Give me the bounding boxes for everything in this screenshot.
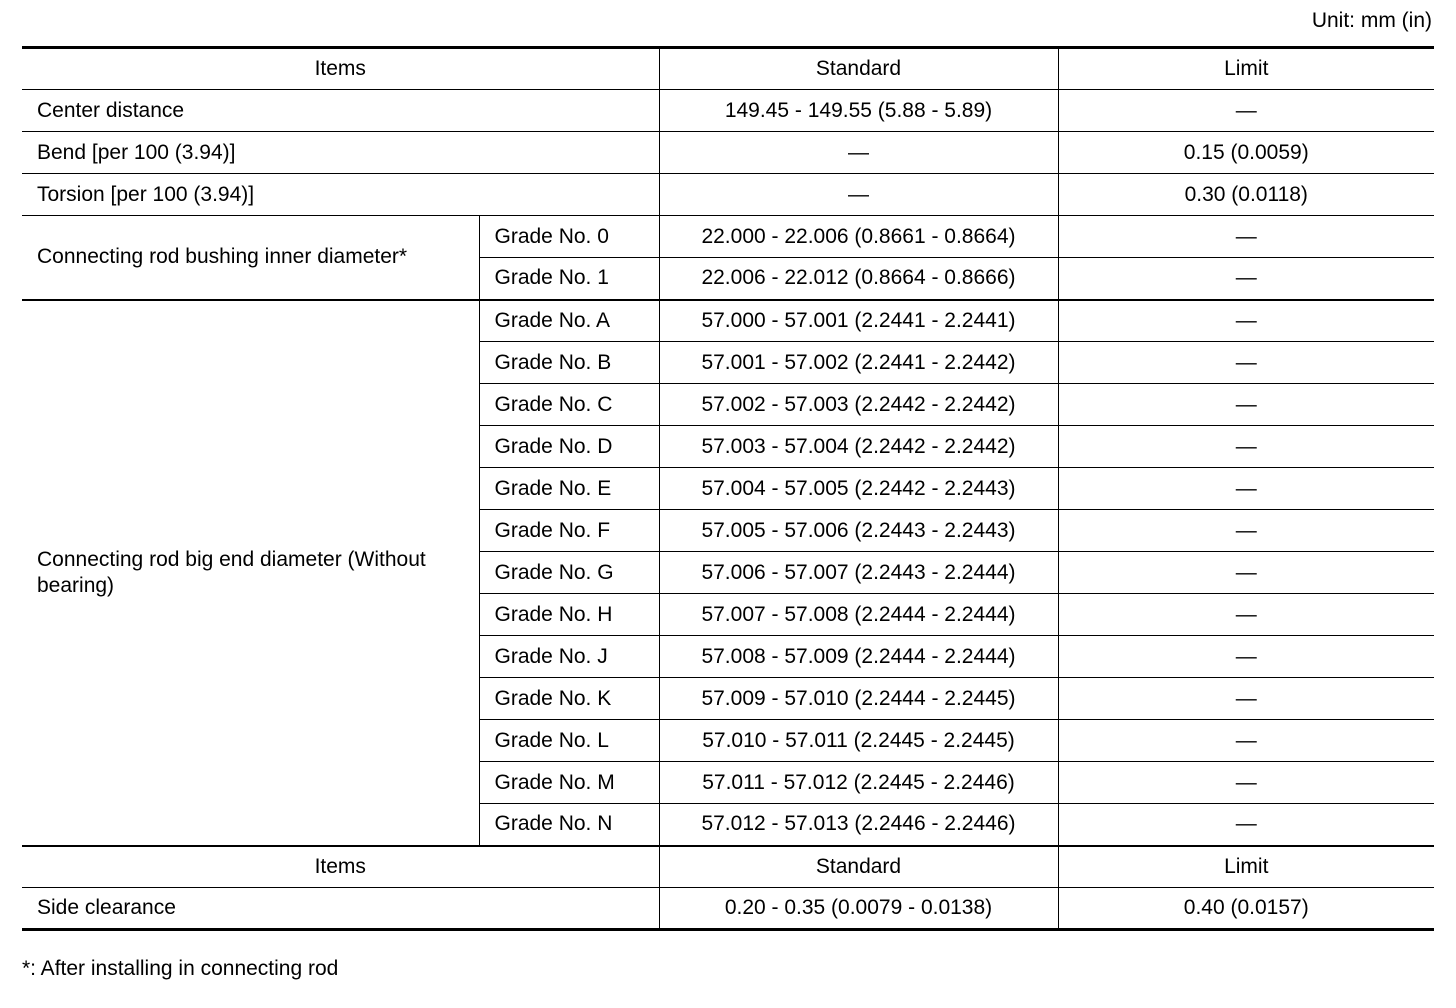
- grade-limit: —: [1058, 342, 1434, 384]
- grade-label: Grade No. G: [479, 552, 659, 594]
- group-item: Connecting rod big end diameter (Without bearing): [22, 300, 479, 846]
- grade-limit: —: [1058, 636, 1434, 678]
- bushing-group: [22, 216, 1434, 300]
- row-limit: 0.30 (0.0118): [1058, 174, 1434, 216]
- grade-limit: —: [1058, 258, 1434, 300]
- grade-limit: —: [1058, 384, 1434, 426]
- header-standard: Standard: [659, 846, 1058, 888]
- row-item: Torsion [per 100 (3.94)]: [22, 174, 659, 216]
- grade-label: Grade No. E: [479, 468, 659, 510]
- grade-standard: 22.000 - 22.006 (0.8661 - 0.8664): [659, 216, 1058, 258]
- row-standard: 149.45 - 149.55 (5.88 - 5.89): [659, 90, 1058, 132]
- header-limit: Limit: [1058, 48, 1434, 90]
- big-end-group: [22, 300, 1434, 846]
- grade-standard: 57.011 - 57.012 (2.2445 - 2.2446): [659, 762, 1058, 804]
- grade-label: Grade No. K: [479, 678, 659, 720]
- header-items: Items: [22, 846, 659, 888]
- grade-standard: 57.008 - 57.009 (2.2444 - 2.2444): [659, 636, 1058, 678]
- table-header-row: [22, 846, 1434, 888]
- table-header-row: [22, 48, 1434, 90]
- grade-label: Grade No. L: [479, 720, 659, 762]
- grade-limit: —: [1058, 216, 1434, 258]
- grade-label: Grade No. 0: [479, 216, 659, 258]
- grade-limit: —: [1058, 720, 1434, 762]
- grade-label: Grade No. A: [479, 300, 659, 342]
- table-row: [22, 888, 1434, 930]
- grade-limit: —: [1058, 804, 1434, 846]
- header-standard: Standard: [659, 48, 1058, 90]
- grade-label: Grade No. C: [479, 384, 659, 426]
- grade-label: Grade No. N: [479, 804, 659, 846]
- row-limit: 0.40 (0.0157): [1058, 888, 1434, 930]
- grade-limit: —: [1058, 552, 1434, 594]
- grade-label: Grade No. B: [479, 342, 659, 384]
- grade-limit: —: [1058, 594, 1434, 636]
- grade-standard: 57.007 - 57.008 (2.2444 - 2.2444): [659, 594, 1058, 636]
- row-item: Center distance: [22, 90, 659, 132]
- grade-standard: 57.001 - 57.002 (2.2441 - 2.2442): [659, 342, 1058, 384]
- grade-label: Grade No. M: [479, 762, 659, 804]
- row-limit: —: [1058, 90, 1434, 132]
- unit-label: Unit: mm (in): [1311, 9, 1432, 32]
- grade-standard: 22.006 - 22.012 (0.8664 - 0.8666): [659, 258, 1058, 300]
- grade-row: [22, 216, 1434, 258]
- header-items: Items: [22, 48, 659, 90]
- grade-limit: —: [1058, 426, 1434, 468]
- grade-label: Grade No. H: [479, 594, 659, 636]
- table-row: [22, 90, 1434, 132]
- footnote: *: After installing in connecting rod: [22, 957, 339, 980]
- grade-limit: —: [1058, 300, 1434, 342]
- grade-label: Grade No. D: [479, 426, 659, 468]
- row-item: Bend [per 100 (3.94)]: [22, 132, 659, 174]
- group-item: Connecting rod bushing inner diameter*: [22, 216, 479, 300]
- grade-standard: 57.005 - 57.006 (2.2443 - 2.2443): [659, 510, 1058, 552]
- row-standard: 0.20 - 0.35 (0.0079 - 0.0138): [659, 888, 1058, 930]
- grade-standard: 57.009 - 57.010 (2.2444 - 2.2445): [659, 678, 1058, 720]
- grade-standard: 57.003 - 57.004 (2.2442 - 2.2442): [659, 426, 1058, 468]
- table-row: [22, 132, 1434, 174]
- grade-limit: —: [1058, 678, 1434, 720]
- grade-limit: —: [1058, 510, 1434, 552]
- grade-standard: 57.010 - 57.011 (2.2445 - 2.2445): [659, 720, 1058, 762]
- grade-label: Grade No. 1: [479, 258, 659, 300]
- grade-standard: 57.004 - 57.005 (2.2442 - 2.2443): [659, 468, 1058, 510]
- header-limit: Limit: [1058, 846, 1434, 888]
- grade-standard: 57.012 - 57.013 (2.2446 - 2.2446): [659, 804, 1058, 846]
- row-limit: 0.15 (0.0059): [1058, 132, 1434, 174]
- grade-limit: —: [1058, 468, 1434, 510]
- grade-label: Grade No. J: [479, 636, 659, 678]
- grade-standard: 57.006 - 57.007 (2.2443 - 2.2444): [659, 552, 1058, 594]
- grade-limit: —: [1058, 762, 1434, 804]
- grade-standard: 57.000 - 57.001 (2.2441 - 2.2441): [659, 300, 1058, 342]
- grade-row: [22, 300, 1434, 342]
- row-standard: —: [659, 174, 1058, 216]
- connecting-rod-spec-table: [22, 46, 1434, 931]
- grade-standard: 57.002 - 57.003 (2.2442 - 2.2442): [659, 384, 1058, 426]
- row-item: Side clearance: [22, 888, 659, 930]
- table-row: [22, 174, 1434, 216]
- grade-label: Grade No. F: [479, 510, 659, 552]
- row-standard: —: [659, 132, 1058, 174]
